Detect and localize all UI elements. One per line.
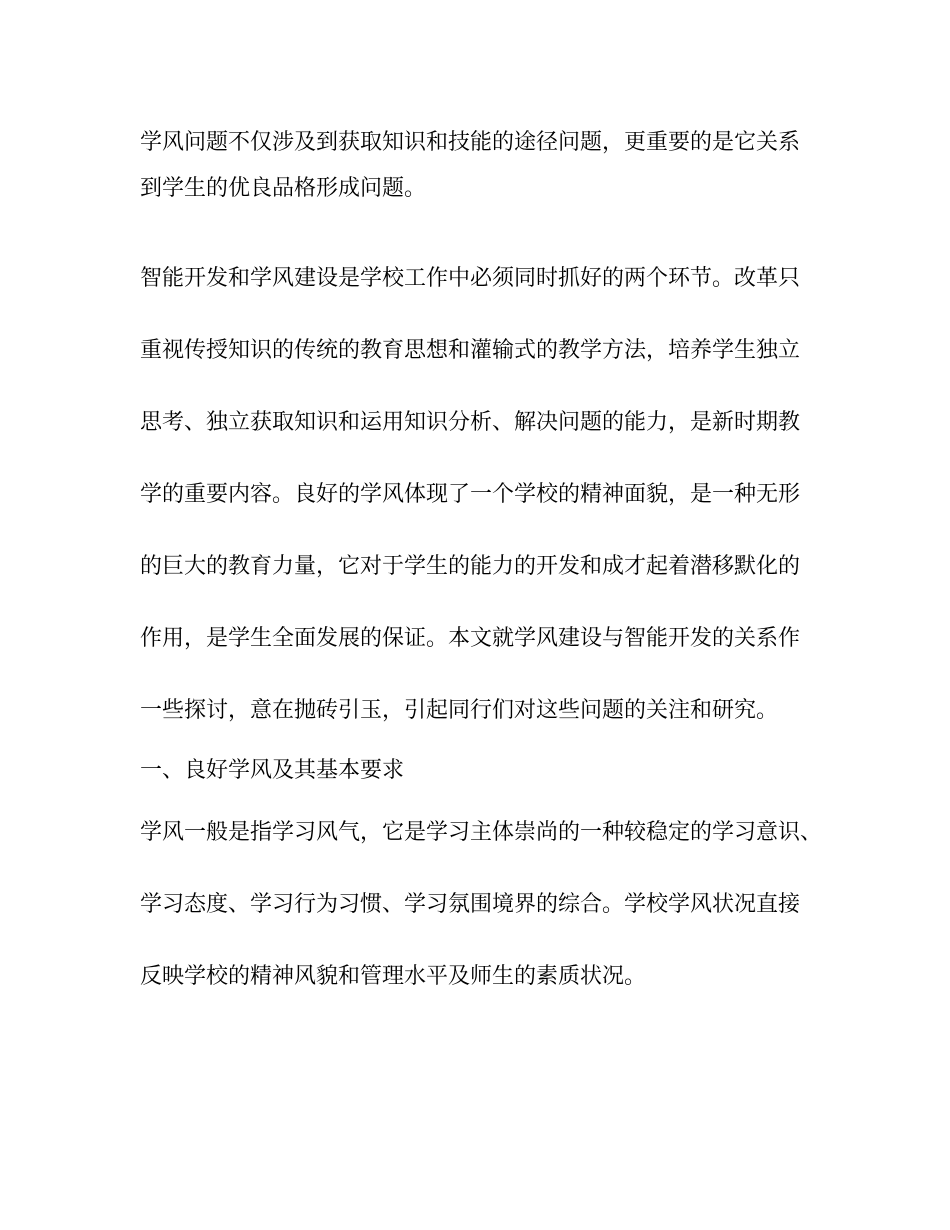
paragraph-line: 学风问题不仅涉及到获取知识和技能的途径问题，更重要的是它关系	[140, 130, 801, 155]
paragraph-line: 重视传授知识的传统的教育思想和灌输式的教学方法，培养学生独立	[140, 338, 801, 363]
paragraph-line: 的巨大的教育力量，它对于学生的能力的开发和成才起着潜移默化的	[140, 554, 801, 579]
paragraph-line: 智能开发和学风建设是学校工作中必须同时抓好的两个环节。改革只	[140, 266, 801, 291]
section-heading: 一、良好学风及其基本要求	[140, 758, 405, 783]
paragraph-line: 学的重要内容。良好的学风体现了一个学校的精神面貌，是一种无形	[140, 482, 801, 507]
paragraph-line: 一些探讨，意在抛砖引玉，引起同行们对这些问题的关注和研究。	[140, 698, 779, 723]
paragraph-line: 反映学校的精神风貌和管理水平及师生的素质状况。	[140, 964, 647, 989]
paragraph-line: 作用，是学生全面发展的保证。本文就学风建设与智能开发的关系作	[140, 626, 801, 651]
paragraph-line: 学习态度、学习行为习惯、学习氛围境界的综合。学校学风状况直接	[140, 892, 801, 917]
paragraph-line: 思考、独立获取知识和运用知识分析、解决问题的能力，是新时期教	[140, 410, 801, 435]
paragraph-line: 到学生的优良品格形成问题。	[140, 176, 427, 201]
paragraph-line: 学风一般是指学习风气，它是学习主体崇尚的一种较稳定的学习意识、	[140, 820, 823, 845]
